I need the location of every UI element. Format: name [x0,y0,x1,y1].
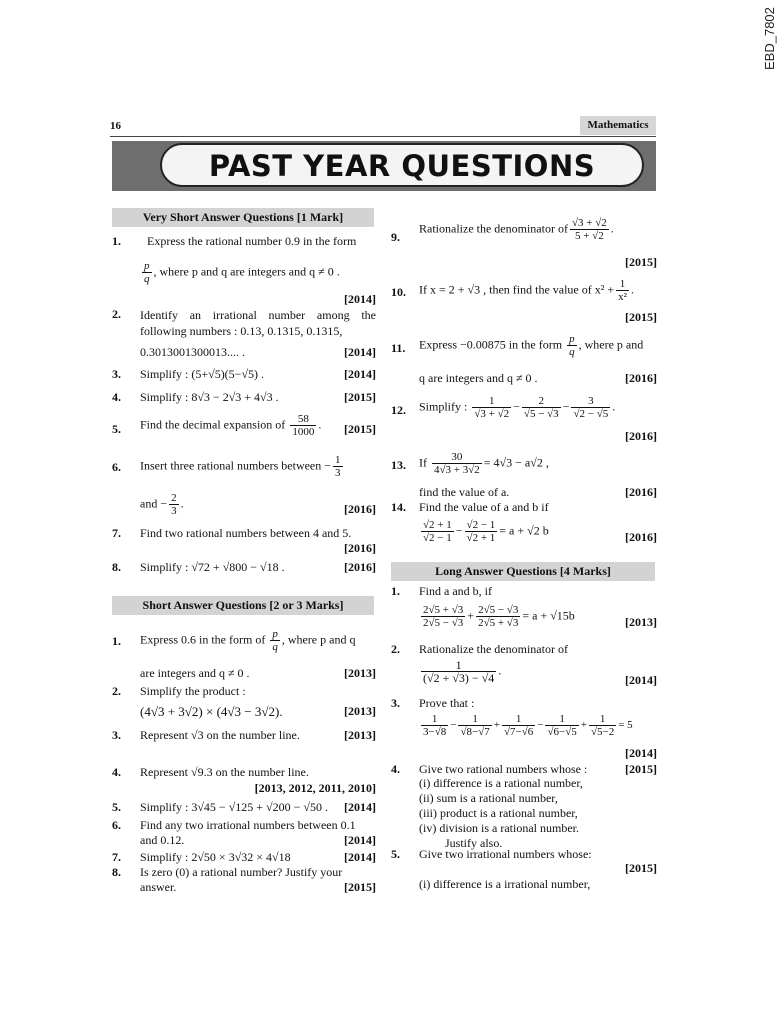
year-tag: [2016] [625,485,657,499]
question-number: 1. [112,634,121,648]
question-equation: $\frac{1}{(√2 + √3) - √4}$ . [423,658,502,685]
year-tag: [2014] [344,367,376,381]
question-text: Express 0.6 in the form of [140,632,266,647]
section-long: Long Answer Questions [4 Marks] [391,562,655,581]
question-line [419,333,643,358]
sub-item-list [419,776,583,851]
question-text: Simplify : [419,399,468,414]
question-sa-8 [112,865,376,897]
year-tag: [2014] [344,850,376,864]
question-line-2 [140,260,340,285]
year-tag: [2014] [344,800,376,814]
question-number: 2. [112,684,121,698]
question-sa-1 [112,628,376,684]
fraction: $\frac{1}{√6-√5}$ [547,713,577,738]
page-number: 16 [110,120,121,132]
question-text: Simplify : 3√45 − √125 + √200 − √50 . [140,800,328,814]
question-text-2: 0.3013001300013.... . [140,345,245,359]
fraction: $\frac{√3 + √2}{5 + √2}$ [571,217,607,242]
question-sa-3 [112,728,376,746]
question-number: 11. [391,341,406,355]
fraction: $\frac{1}{3}$ [335,454,341,479]
question-number: 7. [112,526,121,540]
question-vs-6 [112,454,376,524]
question-text: Find a and b, if [419,584,492,598]
question-number: 2. [391,642,400,656]
fraction: $\frac{2}{√5 - √3}$ [523,395,559,420]
year-tag: [2013] [344,728,376,742]
question-text: Give two irrational numbers whose: [419,847,592,861]
question-line [140,454,345,479]
question-la-5 [391,847,657,891]
banner-title: PAST YEAR QUESTIONS [160,143,644,187]
year-tag: [2016] [344,502,376,516]
question-text: Simplify : (5+√5)(5−√5) . [140,367,265,381]
question-11 [391,333,657,388]
year-tag: [2014] [344,292,376,306]
question-vs-8 [112,560,376,578]
question-13 [391,451,657,499]
sub-item: (iv) division is a rational number. [419,821,579,835]
fraction-p-q: $\frac{p}{q}$ [272,628,278,653]
question-number: 2. [112,307,121,321]
question-text-2: and − [140,496,168,511]
question-text: If x = 2 + √3 , then find the value of x² + [419,282,615,297]
question-number: 6. [112,460,121,474]
question-vs-4 [112,390,376,408]
year-tag: [2015] [625,762,657,776]
question-number: 13. [391,458,406,472]
question-text-b: = a + √15b [522,608,575,623]
fraction: $\frac{√2 - 1}{√2 + 1}$ [466,519,496,544]
fraction-p-q: $\frac{p}{q}$ [569,333,575,358]
question-la-3 [391,696,657,758]
year-tag: [2016] [625,371,657,385]
question-number: 14. [391,500,406,514]
question-number: 5. [112,800,121,814]
question-number: 7. [112,850,121,864]
question-text: Simplify the product : [140,684,246,698]
question-number: 1. [391,584,400,598]
title-banner [112,141,656,191]
question-14 [391,500,657,558]
fraction: $\frac{58}{1000}$ [292,413,315,438]
fraction: $\frac{1}{(√2 + √3) - √4}$ [423,658,495,685]
question-text-b: = 4√3 − a√2 , [483,455,549,470]
question-text-2: (4√3 + 3√2) × (4√3 − 3√2). [140,704,283,719]
question-text: Prove that : [419,696,475,710]
year-tag: [2015] [344,390,376,404]
question-text-2: answer. [140,880,177,894]
fraction: $\frac{1}{√3 + √2}$ [474,395,510,420]
question-text-2: q are integers and q ≠ 0 . [419,371,538,385]
question-number: 3. [112,728,121,742]
question-number: 3. [112,367,121,381]
question-text: Give two rational numbers whose : [419,762,588,776]
question-text-2: are integers and q ≠ 0 . [140,666,250,680]
sub-item-tail: Justify also. [445,836,503,850]
question-number: 6. [112,818,121,832]
question-vs-7 [112,526,376,558]
question-number: 9. [391,230,400,244]
fraction: $\frac{1}{\text{x²}}$ [618,278,627,303]
question-number: 10. [391,285,406,299]
question-la-2 [391,642,657,694]
year-tag: [2015] [625,861,657,875]
question-text-b: , where p and q [281,632,356,647]
question-number: 4. [112,765,121,779]
question-text: Represent √3 on the number line. [140,728,300,742]
fraction: $\frac{30}{4√3 + 3√2}$ [434,451,480,476]
question-sa-6 [112,818,376,850]
question-line [140,628,355,653]
question-12 [391,395,657,445]
question-la-1 [391,584,657,644]
year-tag: [2014] [625,673,657,687]
year-tag: [2013] [625,615,657,629]
question-equation: $\frac{2√5 + √3}{2√5 - √3}$ + $\frac{2√5 - √3}{2√5 + √3}$ = a + √15b [423,604,575,629]
question-sa-5 [112,800,376,818]
year-tag: [2015] [625,255,657,269]
question-number: 5. [112,422,121,436]
section-very-short: Very Short Answer Questions [1 Mark] [112,208,374,227]
question-text: Rationalize the denominator of [419,221,568,236]
question-text-2: and 0.12. [140,833,185,847]
year-tag: [2013] [344,666,376,680]
question-text: Insert three rational numbers between − [140,458,332,473]
side-code: EBD_7802 [762,7,777,70]
question-text: Represent √9.3 on the number line. [140,765,309,779]
year-tag: [2015] [344,880,376,894]
question-text: Express the rational number 0.9 in the form [147,234,357,248]
year-tag: [2016] [344,560,376,574]
question-text: Is zero (0) a rational number? Justify your [140,865,343,879]
question-number: 8. [112,865,121,879]
question-equation: $\frac{1}{3-√8}$ − $\frac{1}{√8-√7}$ + $\frac{1}{√7-√6}$ − $\frac{1}{√6-√5}$ + $\frac{1}{√5-2}$ = 5 [423,713,633,738]
question-text: Simplify : √72 + √800 − √18 . [140,560,285,574]
question-10 [391,278,657,324]
header-rule [110,136,656,137]
question-number: 12. [391,403,406,417]
question-line: Rationalize the denominator of $\frac{√3 + √2}{5 + √2}$ . [419,217,614,242]
year-tag: [2014] [344,833,376,847]
question-number: 3. [391,696,400,710]
fraction: $\frac{2}{3}$ [171,492,177,517]
year-tag: [2015] [344,422,376,436]
question-text-b: = a + √2 b [499,523,549,538]
year-tag: [2016] [344,541,376,555]
question-sa-2 [112,684,376,724]
sub-item: (i) difference is a rational number, [419,776,583,790]
fraction: $\frac{1}{3-√8}$ [423,713,447,738]
year-tag: [2016] [625,429,657,443]
subject-tag: Mathematics [580,116,656,135]
fraction: $\frac{2√5 + √3}{2√5 - √3}$ [423,604,464,629]
question-number: 5. [391,847,400,861]
question-line: If x = 2 + √3 , then find the value of x² + $\frac{1}{\text{x²}}$ . [419,278,634,303]
year-tag: [2014] [625,746,657,760]
question-text: Identify an irrational number among the following numbers : 0.13, 0.1315, 0.1315, [140,308,376,338]
year-tag: [2014] [344,345,376,359]
fraction: $\frac{√2 + 1}{√2 - 1}$ [423,519,452,544]
question-number: 1. [112,234,121,248]
question-text: Simplify : 2√50 × 3√32 × 4√18 [140,850,291,864]
fraction: $\frac{1}{√7-√6}$ [503,713,534,738]
question-text: Find two rational numbers between 4 and 5. [140,526,352,540]
fraction: $\frac{3}{√2 - √5}$ [573,395,609,420]
year-tag: [2013, 2012, 2011, 2010] [254,781,376,795]
question-text: Find any two irrational numbers between 0.1 [140,818,356,832]
question-vs-1 [112,234,376,304]
question-text: If [419,455,427,470]
question-text: Find the value of a and b if [419,500,549,514]
sub-item: (iii) product is a rational number, [419,806,578,820]
question-text-2: find the value of a. [419,485,510,499]
question-text: Simplify : 8√3 − 2√3 + 4√3 . [140,390,279,404]
question-9 [391,217,657,269]
fraction: $\frac{1}{√8-√7}$ [460,713,490,738]
year-tag: [2015] [625,310,657,324]
question-text: Find the decimal expansion of [140,417,286,432]
section-short: Short Answer Questions [2 or 3 Marks] [112,596,374,615]
question-line-2: and − $\frac{2}{3}$ . [140,492,184,517]
question-text: Rationalize the denominator of [419,642,568,656]
question-la-4 [391,762,657,850]
question-sa-4 [112,765,376,799]
question-line: Simplify : $\frac{1}{√3 + √2}$ − $\frac{2}{√5 - √3}$ − $\frac{3}{√2 - √5}$ . [419,395,616,420]
year-tag: [2013] [344,704,376,718]
fraction: $\frac{2√5 - √3}{2√5 + √3}$ [478,604,519,629]
question-line [419,451,549,476]
sub-item: (ii) sum is a rational number, [419,791,558,805]
year-tag: [2016] [625,530,657,544]
question-text-b: = 5 [618,719,633,732]
fraction: $\frac{1}{√5-2}$ [590,713,615,738]
question-number: 4. [391,762,400,776]
question-text-b: , where p and [578,337,644,352]
fraction-p-q: $\frac{p}{q}$ [144,260,150,285]
sub-item: (i) difference is a irrational number, [419,877,591,891]
question-equation: $\frac{√2 + 1}{√2 - 1}$ − $\frac{√2 - 1}{√2 + 1}$ = a + √2 b [423,519,549,544]
question-text-2: , where p and q are integers and q ≠ 0 . [153,264,340,279]
question-number: 8. [112,560,121,574]
question-text: Express −0.00875 in the form [419,337,563,352]
question-vs-2 [112,307,376,362]
question-line: Find the decimal expansion of $\frac{58}{1000}$ . [140,413,322,438]
question-vs-5 [112,413,376,447]
question-number: 4. [112,390,121,404]
question-vs-3 [112,367,376,385]
